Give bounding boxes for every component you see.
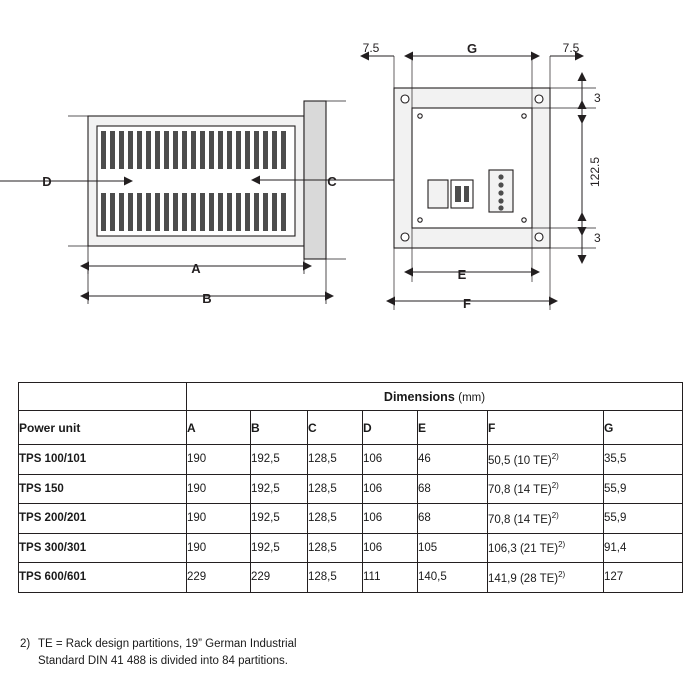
table-row	[19, 563, 683, 593]
row-name: TPS 100/101	[19, 445, 187, 475]
cell-F-text: 141,9 (28 TE)	[488, 572, 559, 585]
table-title-row	[19, 383, 683, 411]
cell-F-footnote-marker: 2)	[551, 451, 559, 461]
cell-F	[488, 533, 604, 563]
cell-E: 46	[418, 445, 488, 475]
cell-G: 35,5	[604, 445, 683, 475]
cell-B: 229	[251, 563, 308, 593]
footnote-text-1: TE = Rack design partitions, 19” German Industrial	[38, 638, 297, 650]
column-header-F: F	[488, 411, 604, 445]
table-column-header-row	[19, 411, 683, 445]
cell-C: 128,5	[308, 563, 363, 593]
footnote-marker: 2)	[20, 638, 31, 650]
cell-F-text: 50,5 (10 TE)	[488, 454, 552, 467]
cell-F-text: 106,3 (21 TE)	[488, 543, 559, 556]
row-name: TPS 200/201	[19, 504, 187, 534]
cell-F-footnote-marker: 2)	[558, 569, 566, 579]
table-row	[19, 533, 683, 563]
label-G: G	[466, 41, 478, 56]
front-view-body	[394, 88, 550, 248]
label-top-gap: 3	[594, 91, 601, 105]
cell-C: 128,5	[308, 533, 363, 563]
cell-A: 190	[187, 445, 251, 475]
footnote-line-1	[20, 636, 620, 653]
cell-G: 55,9	[604, 504, 683, 534]
cell-F-text: 70,8 (14 TE)	[488, 513, 552, 526]
cell-F-text: 70,8 (14 TE)	[488, 484, 552, 497]
table-title-empty-cell	[19, 383, 187, 411]
cell-C: 128,5	[308, 445, 363, 475]
cell-E: 68	[418, 504, 488, 534]
cell-D: 106	[363, 474, 418, 504]
cell-E: 105	[418, 533, 488, 563]
cell-F-footnote-marker: 2)	[551, 481, 559, 491]
cell-B: 192,5	[251, 533, 308, 563]
column-header-G: G	[604, 411, 683, 445]
label-D: D	[42, 174, 52, 189]
column-header-C: C	[308, 411, 363, 445]
label-right-margin: 7.5	[562, 41, 580, 55]
cell-F-footnote-marker: 2)	[558, 540, 566, 550]
cell-A: 229	[187, 563, 251, 593]
cell-G: 55,9	[604, 474, 683, 504]
table-row	[19, 445, 683, 475]
cell-F	[488, 504, 604, 534]
label-left-margin: 7.5	[362, 41, 380, 55]
cell-E: 140,5	[418, 563, 488, 593]
label-E: E	[457, 267, 467, 282]
label-bottom-gap: 3	[594, 231, 601, 245]
table-title-unit: (mm)	[458, 391, 486, 404]
cell-F	[488, 445, 604, 475]
cell-D: 111	[363, 563, 418, 593]
row-name: TPS 300/301	[19, 533, 187, 563]
cell-G: 91,4	[604, 533, 683, 563]
cell-A: 190	[187, 504, 251, 534]
label-C: C	[327, 174, 337, 189]
cell-C: 128,5	[308, 474, 363, 504]
cell-B: 192,5	[251, 504, 308, 534]
cell-G: 127	[604, 563, 683, 593]
footnote-line-2: Standard DIN 41 488 is divided into 84 partitions.	[38, 655, 288, 667]
dimensions-table-wrapper	[18, 382, 682, 593]
label-A: A	[191, 261, 201, 276]
cell-D: 106	[363, 533, 418, 563]
column-header-A: A	[187, 411, 251, 445]
row-name: TPS 150	[19, 474, 187, 504]
cell-B: 192,5	[251, 474, 308, 504]
cell-D: 106	[363, 445, 418, 475]
label-B: B	[202, 291, 212, 306]
cell-F	[488, 474, 604, 504]
label-F: F	[463, 296, 471, 311]
cell-F-footnote-marker: 2)	[551, 510, 559, 520]
footnote	[20, 636, 620, 670]
cell-C: 128,5	[308, 504, 363, 534]
row-name: TPS 600/601	[19, 563, 187, 593]
table-title-cell	[187, 383, 683, 411]
column-header-power-unit: Power unit	[19, 411, 187, 445]
label-height: 122.5	[588, 156, 602, 188]
cell-F	[488, 563, 604, 593]
dimensions-table	[18, 382, 683, 593]
cell-A: 190	[187, 474, 251, 504]
table-row	[19, 504, 683, 534]
table-row	[19, 474, 683, 504]
column-header-D: D	[363, 411, 418, 445]
cell-B: 192,5	[251, 445, 308, 475]
cell-A: 190	[187, 533, 251, 563]
cell-E: 68	[418, 474, 488, 504]
table-title-text: Dimensions	[383, 389, 455, 404]
cell-D: 106	[363, 504, 418, 534]
column-header-B: B	[251, 411, 308, 445]
column-header-E: E	[418, 411, 488, 445]
